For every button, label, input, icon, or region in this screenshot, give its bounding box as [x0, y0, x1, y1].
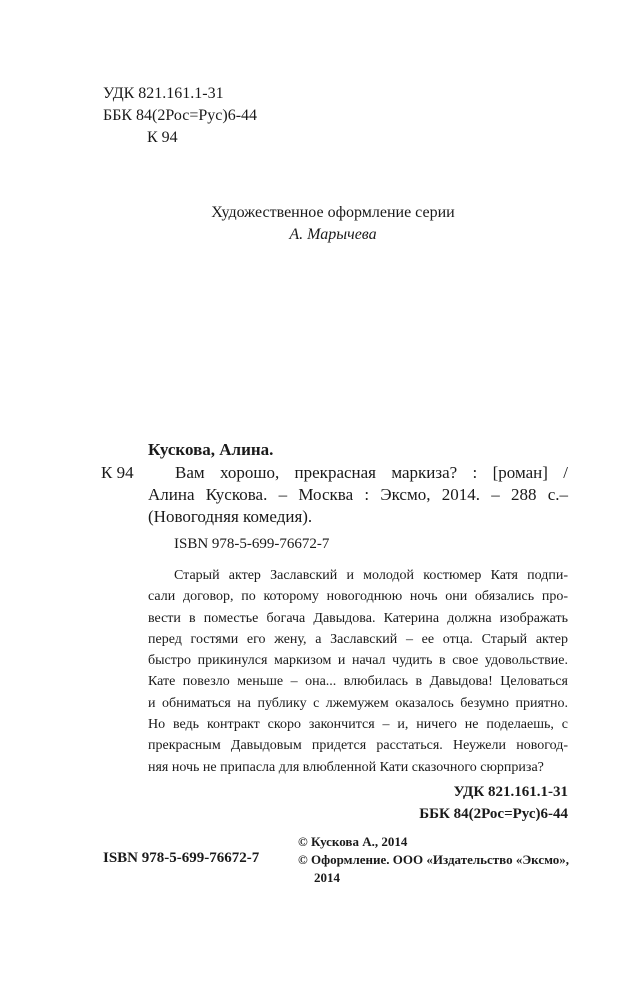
annotation-line: перед гостями его жену, а Заславский – ее отца. Старый актер — [148, 631, 568, 647]
annotation-line: Кате повезло меньше – она... влюбилась в Давыдова! Целоваться — [148, 674, 568, 690]
isbn-bottom: ISBN 978-5-699-76672-7 — [103, 850, 260, 866]
book-author: Кускова, Алина. — [148, 440, 274, 459]
annotation-line: няя ночь не припасла для влюбленной Кати сказочного сюрприза? — [148, 759, 544, 775]
bib-line-2: Алина Кускова. – Москва : Эксмо, 2014. – 288 с.– — [148, 485, 568, 504]
annotation-line: сали договор, по которому новогоднюю ночь они обязались про- — [148, 589, 568, 605]
annotation-line: Старый актер Заславский и молодой костюмер Катя подпи- — [174, 568, 568, 583]
designer-name: А. Марычева — [289, 226, 377, 243]
bbk-code: ББК 84(2Рос=Рус)6-44 — [103, 107, 258, 124]
annotation-line: Но ведь контракт скоро закончится – и, ничего не поделаешь, с — [148, 717, 568, 733]
annotation-line: вести в поместье богача Давыдова. Катерина должна изображать — [148, 610, 568, 626]
udk-code-bottom: УДК 821.161.1-31 — [453, 784, 568, 800]
isbn: ISBN 978-5-699-76672-7 — [174, 536, 330, 552]
annotation-line: прекрасным Давыдовым придется расстаться. Неужели новогод- — [148, 738, 568, 754]
copyright-author: © Кускова А., 2014 — [298, 834, 408, 849]
copyright-design: © Оформление. ООО «Издательство «Эксмо», — [298, 852, 570, 867]
annotation — [148, 565, 568, 778]
author-mark-top: К 94 — [147, 129, 178, 146]
design-credit-line: Художественное оформление серии — [211, 204, 455, 221]
udk-code: УДК 821.161.1-31 — [103, 85, 224, 102]
copyright-year: 2014 — [314, 870, 340, 885]
bib-line-3: (Новогодняя комедия). — [148, 507, 313, 526]
annotation-line: и обниматься на публику с лжемужем оказалось безумно приятно. — [148, 695, 568, 711]
annotation-line: быстро прикинулся маркизом и начал чудить в свое удовольствие. — [148, 653, 568, 669]
author-mark: К 94 — [101, 463, 134, 482]
bbk-code-bottom: ББК 84(2Рос=Рус)6-44 — [419, 806, 568, 822]
bib-line-1: Вам хорошо, прекрасная маркиза? : [роман] / — [175, 463, 568, 482]
